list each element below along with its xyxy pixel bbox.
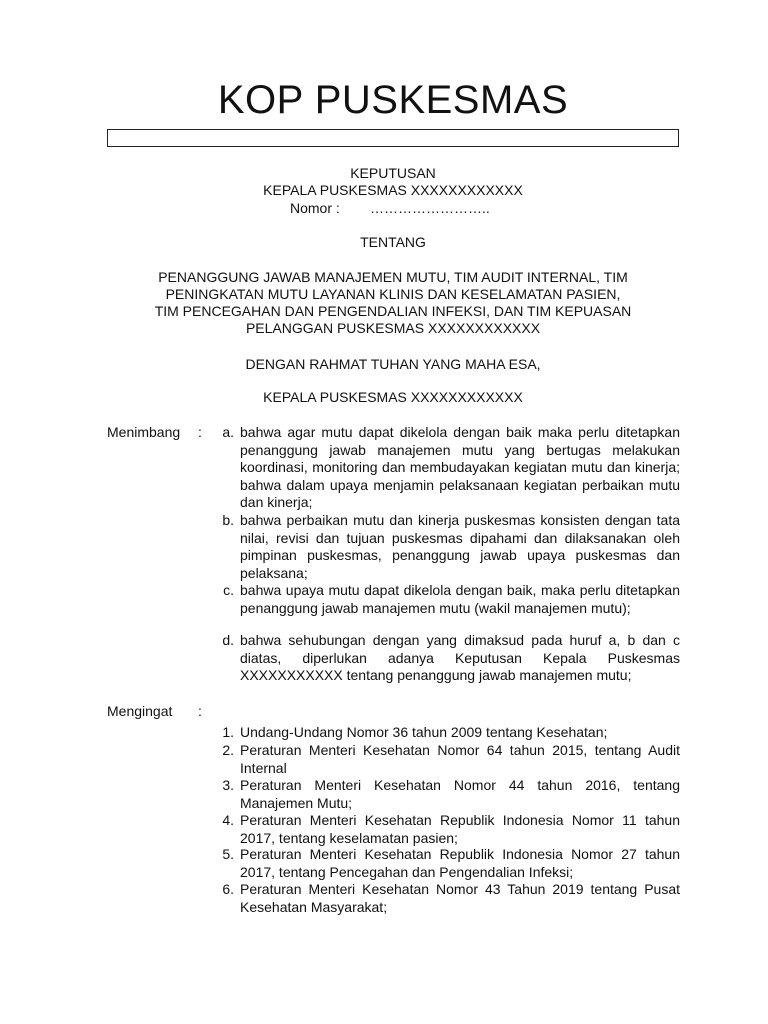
menimbang-item-marker: c. [223, 582, 234, 598]
decree-title: KEPUTUSAN [350, 165, 436, 181]
mengingat-colon: : [198, 703, 202, 719]
subject-line: PELANGGAN PUSKESMAS XXXXXXXXXXXX [245, 320, 541, 336]
issuer-repeat: KEPALA PUSKESMAS XXXXXXXXXXXX [263, 389, 523, 405]
menimbang-item-text: bahwa agar mutu dapat dikelola dengan baik maka perlu ditetapkan penanggung jawab manajemen mutu yang bertugas melakukan koordinasi, monitoring dan membudayakan kegiatan mutu dan kinerja; bahwa dalam upaya menjamin pelaksanaan kegiatan perbaikan mutu dan kinerja; [240, 424, 680, 510]
menimbang-item-marker: a. [222, 424, 234, 440]
rahmat-line: DENGAN RAHMAT TUHAN YANG MAHA ESA, [245, 356, 541, 372]
mengingat-item-marker: 3. [222, 777, 234, 793]
mengingat-item-marker: 1. [222, 724, 234, 740]
mengingat-item-text: Peraturan Menteri Kesehatan Nomor 43 Tahun 2019 tentang Pusat Kesehatan Masyarakat; [240, 881, 680, 915]
letterhead-title: KOP PUSKESMAS [217, 78, 569, 122]
mengingat-item-marker: 4. [222, 812, 234, 828]
mengingat-item-marker: 5. [222, 846, 234, 862]
menimbang-item-marker: d. [222, 632, 234, 648]
mengingat-item-text: Peraturan Menteri Kesehatan Republik Indonesia Nomor 11 tahun 2017, tentang keselamatan pasien; [240, 812, 680, 846]
mengingat-item-text: Peraturan Menteri Kesehatan Nomor 44 tahun 2016, tentang Manajemen Mutu; [240, 777, 680, 811]
mengingat-label: Mengingat [107, 703, 173, 719]
mengingat-item-text: Peraturan Menteri Kesehatan Nomor 64 tahun 2015, tentang Audit Internal [240, 742, 680, 776]
letterhead-divider-box [107, 129, 679, 147]
nomor-value: …………………….. [370, 200, 490, 216]
subject-line: PENANGGUNG JAWAB MANAJEMEN MUTU, TIM AUDIT INTERNAL, TIM [158, 269, 628, 285]
mengingat-item-marker: 6. [222, 881, 234, 897]
menimbang-colon: : [198, 424, 202, 440]
menimbang-item-text: bahwa sehubungan dengan yang dimaksud pada huruf a, b dan c diatas, diperlukan adanya Keputusan Kepala Puskesmas XXXXXXXXXXX tentang penanggung jawab manajemen mutu; [240, 632, 680, 683]
decree-issuer: KEPALA PUSKESMAS XXXXXXXXXXXX [263, 182, 523, 198]
mengingat-item-text: Peraturan Menteri Kesehatan Republik Indonesia Nomor 27 tahun 2017, tentang Pencegahan dan Pengendalian Infeksi; [240, 846, 680, 880]
menimbang-item-marker: b. [222, 512, 234, 528]
mengingat-item-text: Undang-Undang Nomor 36 tahun 2009 tentang Kesehatan; [240, 724, 608, 740]
menimbang-item-text: bahwa perbaikan mutu dan kinerja puskesmas konsisten dengan tata nilai, revisi dan tujuan puskesmas dipahami dan dilaksanakan oleh pimpinan puskesmas, penanggung jawab upaya puskesmas dan pelaksana; [240, 512, 680, 581]
menimbang-item-text: bahwa upaya mutu dapat dikelola dengan baik, maka perlu ditetapkan penanggung jawab manajemen mutu (wakil manajemen mutu); [240, 582, 680, 616]
subject-line: PENINGKATAN MUTU LAYANAN KLINIS DAN KESELAMATAN PASIEN, [165, 286, 621, 302]
mengingat-item-marker: 2. [222, 742, 234, 758]
subject-line: TIM PENCEGAHAN DAN PENGENDALIAN INFEKSI, DAN TIM KEPUASAN [154, 303, 632, 319]
nomor-label: Nomor : [290, 200, 340, 216]
tentang-heading: TENTANG [360, 234, 426, 250]
menimbang-label: Menimbang [107, 424, 181, 440]
